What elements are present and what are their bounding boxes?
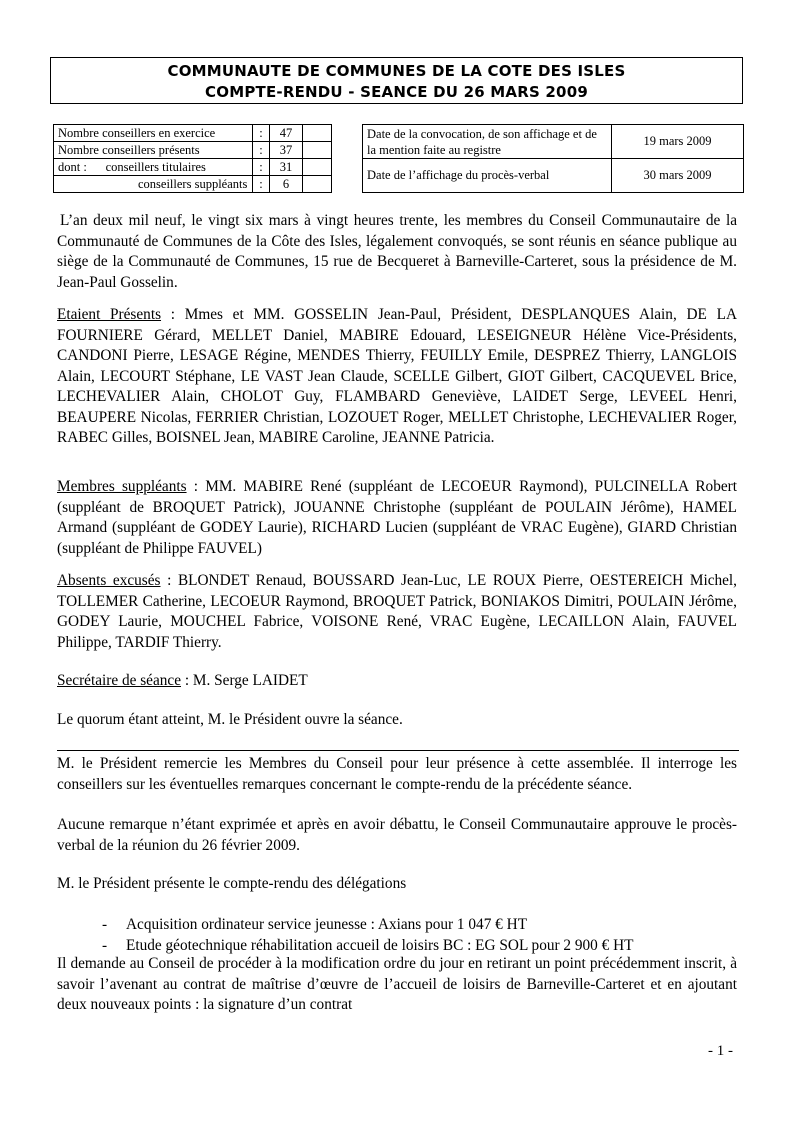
section-divider [57, 750, 739, 751]
quorum-paragraph: Le quorum étant atteint, M. le Président ouvre la séance. [57, 711, 403, 728]
info-empty-cell [303, 159, 332, 176]
info-label: Nombre conseillers présents [54, 142, 253, 159]
remerciements-paragraph: M. le Président remercie les Membres du Conseil pour leur présence à cette assemblée. Il interroge les conseillers sur les éventuelles remarques concernant le compte-rendu de la précédente séance. [57, 755, 737, 793]
header-subtitle: COMPTE-RENDU - SEANCE DU 26 MARS 2009 [205, 83, 588, 101]
presents-label: Etaient Présents [57, 306, 162, 323]
info-empty-cell [303, 176, 332, 193]
convocation-label: Date de la convocation, de son affichage et de la mention faite au registre [363, 125, 612, 159]
approbation-paragraph: Aucune remarque n’étant exprimée et après en avoir débattu, le Conseil Communautaire approuve le procès-verbal de la réunion du 26 février 2009. [57, 816, 737, 854]
info-value: 6 [270, 176, 303, 193]
info-value: 47 [270, 125, 303, 142]
info-sep: : [253, 125, 270, 142]
secretaire-label: Secrétaire de séance [57, 672, 181, 689]
info-label: Nombre conseillers en exercice [54, 125, 253, 142]
info-label: dont : conseillers titulaires [54, 159, 253, 176]
affichage-date: 30 mars 2009 [612, 159, 744, 193]
absents-text: : BLONDET Renaud, BOUSSARD Jean-Luc, LE ROUX Pierre, OESTEREICH Michel, TOLLEMER Catherine, LECOEUR Raymond, BROQUET Patrick, BONIAKOS Dimitri, POULAIN Jérôme, GODEY Laurie, MOUCHEL Fabrice, VOISONE René, VRAC Eugène, LECAILLON Alain, FAUVEL Philippe, TARDIF Thierry. [57, 572, 737, 651]
header-box [50, 57, 743, 104]
info-empty-cell [303, 125, 332, 142]
table-gap [332, 159, 363, 176]
info-table [53, 124, 744, 193]
secretaire-paragraph [57, 671, 737, 692]
intro-paragraph: L’an deux mil neuf, le vingt six mars à vingt heures trente, les membres du Conseil Communautaire de la Communauté de Communes de la Côte des Isles, légalement convoqués, se sont réunis en séance publique au siège de la Communauté de Communes, 15 rue de Becqueret à Barneville-Carteret, sous la présidence de M. Jean-Paul Gosselin. [57, 212, 737, 291]
table-gap [332, 125, 363, 142]
absents-label: Absents excusés [57, 572, 161, 589]
affichage-label: Date de l’affichage du procès-verbal [363, 159, 612, 193]
delegations-list [102, 915, 634, 956]
convocation-date: 19 mars 2009 [612, 125, 744, 159]
absents-paragraph [57, 571, 737, 653]
secretaire-text: : M. Serge LAIDET [181, 672, 308, 689]
info-sep: : [253, 142, 270, 159]
table-gap [332, 176, 363, 193]
suppleants-paragraph [57, 477, 737, 559]
ordre-du-jour-paragraph: Il demande au Conseil de procéder à la modification ordre du jour en retirant un point précédemment inscrit, à savoir l’avenant au contrat de maîtrise d’œuvre de l’accueil de loisirs de Barneville-Carteret et en ajoutant deux nouveaux points : la signature d’un contrat [57, 955, 737, 1013]
suppleants-label: Membres suppléants [57, 478, 187, 495]
page-number: - 1 - [708, 1043, 733, 1059]
list-item: - Etude géotechnique réhabilitation accueil de loisirs BC : EG SOL pour 2 900 € HT [102, 936, 634, 957]
info-value: 37 [270, 142, 303, 159]
presents-paragraph [57, 305, 737, 449]
table-gap [332, 142, 363, 159]
list-item: - Acquisition ordinateur service jeunesse : Axians pour 1 047 € HT [102, 915, 634, 936]
info-label: conseillers suppléants [54, 176, 253, 193]
delegations-intro: M. le Président présente le compte-rendu des délégations [57, 875, 407, 892]
info-value: 31 [270, 159, 303, 176]
table-row [54, 159, 744, 176]
info-empty-cell [303, 142, 332, 159]
suppleants-text: : MM. MABIRE René (suppléant de LECOEUR Raymond), PULCINELLA Robert (suppléant de BROQUET Patrick), JOUANNE Christophe (suppléant de POULAIN Jérôme), HAMEL Armand (suppléant de GODEY Laurie), RICHARD Lucien (suppléant de VRAC Eugène), GIARD Christian (suppléant de Philippe FAUVEL) [57, 478, 737, 557]
presents-text: : Mmes et MM. GOSSELIN Jean-Paul, Président, DESPLANQUES Alain, DE LA FOURNIERE Gérard, MELLET Daniel, MABIRE Edouard, LESEIGNEUR Hélène Vice-Présidents, CANDONI Pierre, LESAGE Régine, MENDES Thierry, FEUILLY Emile, DESPREZ Thierry, LANGLOIS Alain, LECOURT Stéphane, LE VAST Jean Claude, SCELLE Gilbert, GIOT Gilbert, CACQUEVEL Brice, LECHEVALIER Alain, CHOLOT Guy, FLAMBARD Geneviève, LAIDET Serge, LEVEEL Henri, BEAUPERE Nicolas, FERRIER Christian, LOZOUET Roger, MELLET Christophe, LECHEVALIER Roger, RABEC Gilles, BOISNEL Jean, MABIRE Caroline, JEANNE Patricia. [57, 306, 737, 446]
header-title: COMMUNAUTE DE COMMUNES DE LA COTE DES ISLES [167, 62, 626, 80]
info-sep: : [253, 176, 270, 193]
table-row [54, 125, 744, 142]
info-sep: : [253, 159, 270, 176]
